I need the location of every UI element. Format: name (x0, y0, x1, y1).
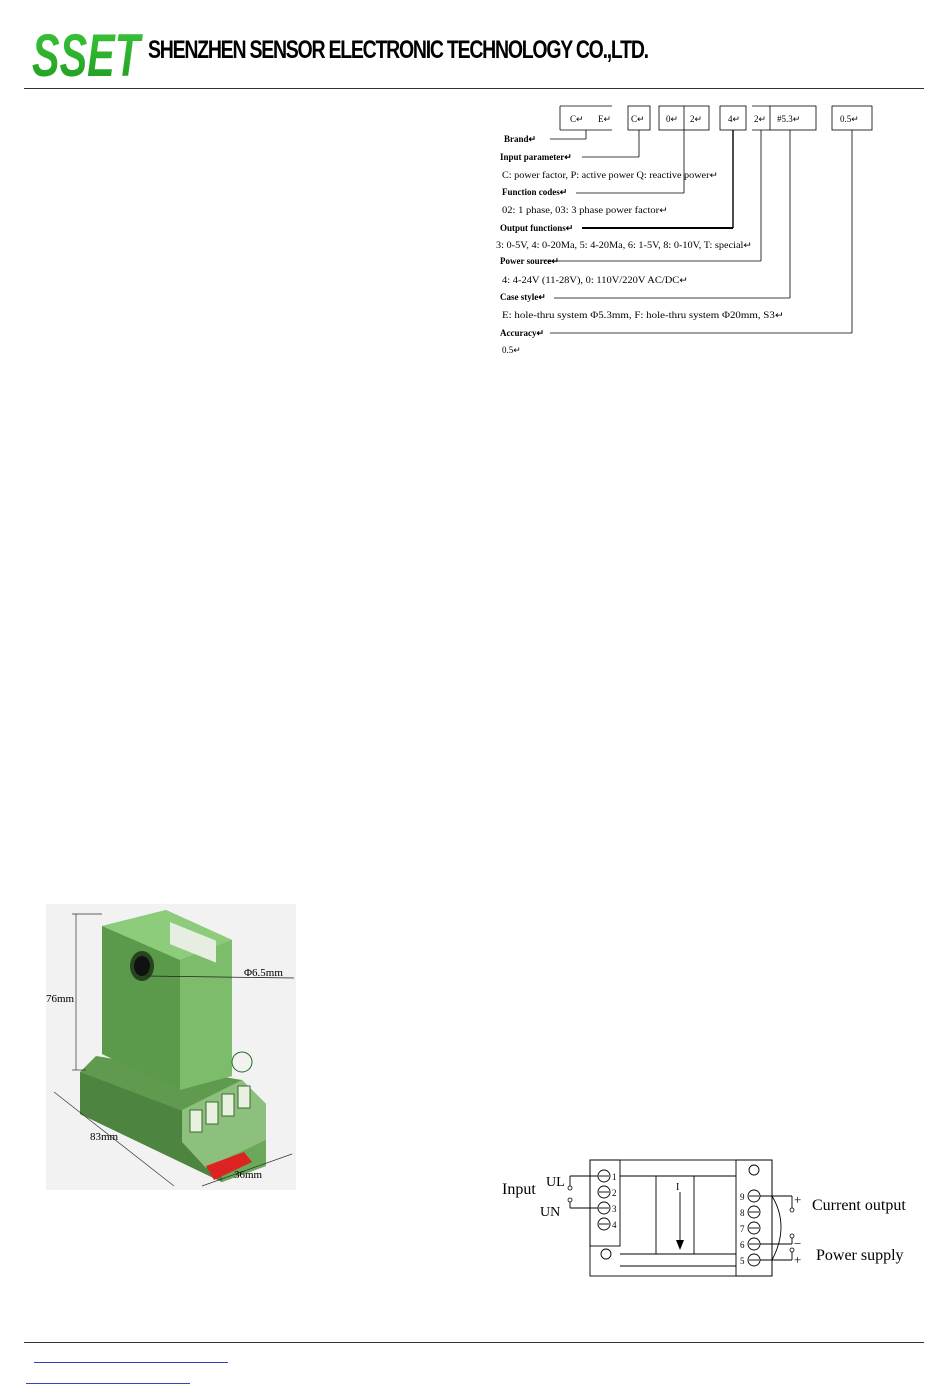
company-name: SHENZHEN SENSOR ELECTRONIC TECHNOLOGY CO.,LTD. (148, 36, 648, 64)
input-label: Input (502, 1181, 536, 1198)
input-parameter-desc: C: power factor, P: active power Q: reactive power↵ (502, 170, 718, 180)
output-functions-desc: 3: 0-5V, 4: 0-20Ma, 5: 4-20Ma, 6: 1-5V, 8: 0-10V, T: special↵ (496, 240, 752, 250)
code-box-6: 4↵ (728, 114, 741, 124)
current-output-label: Current output (812, 1197, 906, 1214)
power-source-header: Power source↵ (500, 256, 559, 266)
terminal-9: 9 (740, 1192, 745, 1202)
function-codes-desc: 02: 1 phase, 03: 3 phase power factor↵ (502, 205, 668, 215)
accuracy-desc: 0.5↵ (502, 345, 521, 355)
code-box-5: 2↵ (690, 114, 703, 124)
product-photo (46, 904, 296, 1190)
terminal-1: 1 (612, 1172, 617, 1182)
wiring-diagram (496, 1156, 936, 1280)
terminal-5: 5 (740, 1256, 745, 1266)
current-output-plus: + (794, 1192, 802, 1207)
code-box-7: 2↵ (754, 114, 767, 124)
company-logo (32, 22, 143, 89)
dim-height: 76mm (46, 993, 75, 1005)
un-label: UN (540, 1205, 561, 1220)
power-source-desc: 4: 4-24V (11-28V), 0: 110V/220V AC/DC↵ (502, 275, 688, 285)
dim-hole: Φ6.5mm (244, 967, 283, 979)
code-box-8: #5.3↵ (777, 114, 801, 124)
logo-text: SSET (32, 22, 143, 89)
header-divider (24, 88, 924, 89)
code-box-1: C↵ (570, 114, 584, 124)
terminal-8: 8 (740, 1208, 745, 1218)
current-symbol: I (676, 1182, 680, 1193)
dim-length: 83mm (90, 1131, 119, 1143)
terminal-2: 2 (612, 1188, 617, 1198)
input-parameter-header: Input parameter↵ (500, 152, 572, 162)
output-functions-header: Output functions↵ (500, 223, 574, 233)
dim-width: 36mm (234, 1169, 263, 1181)
footer-link-underline-2[interactable] (26, 1383, 190, 1384)
accuracy-header: Accuracy↵ (500, 328, 545, 338)
terminal-4: 4 (612, 1220, 617, 1230)
case-style-desc: E: hole-thru system Φ5.3mm, F: hole-thru system Φ20mm, S3↵ (502, 310, 784, 320)
code-box-2: E↵ (598, 114, 612, 124)
code-box-4: 0↵ (666, 114, 679, 124)
power-supply-minus: − (794, 1236, 802, 1251)
footer-link-underline-1[interactable] (34, 1362, 228, 1363)
function-codes-header: Function codes↵ (502, 187, 568, 197)
ul-label: UL (546, 1175, 565, 1190)
terminal-7: 7 (740, 1224, 745, 1234)
footer-divider (24, 1342, 924, 1343)
code-box-9: 0.5↵ (840, 114, 859, 124)
power-supply-label: Power supply (816, 1247, 904, 1264)
model-code-diagram (480, 100, 940, 360)
case-style-header: Case style↵ (500, 292, 546, 302)
terminal-6: 6 (740, 1240, 745, 1250)
code-box-3: C↵ (631, 114, 645, 124)
power-supply-plus: + (794, 1252, 802, 1267)
brand-header: Brand↵ (504, 134, 537, 144)
terminal-3: 3 (612, 1204, 617, 1214)
